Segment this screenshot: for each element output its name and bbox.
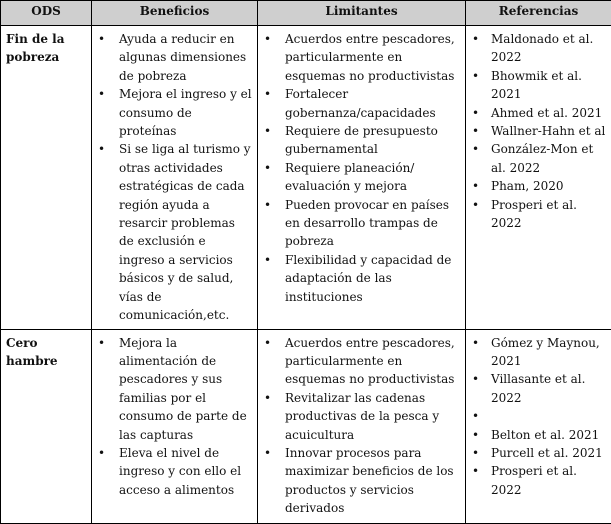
list-item: • González-Mon et al. 2022 <box>471 140 607 177</box>
header-limitantes: Limitantes <box>258 1 466 26</box>
limitantes-cell <box>258 329 466 523</box>
list-item: • Mejora el ingreso y el consumo de proteínas <box>97 85 253 140</box>
list-item: • Prosperi et al. 2022 <box>471 196 607 233</box>
list-item: • Revitalizar las cadenas productivas de la pesca y acuicultura <box>263 389 461 444</box>
table-header-row <box>1 1 611 26</box>
list-item: • Ayuda a reducir en algunas dimensiones de pobreza <box>97 30 253 85</box>
list-item: • Villasante et al. 2022 <box>471 370 607 407</box>
list-item: • Belton et al. 2021 <box>471 426 607 444</box>
referencias-cell <box>466 329 611 523</box>
list-item: • Wallner-Hahn et al <box>471 122 607 140</box>
beneficios-cell <box>92 329 258 523</box>
list-item: • Flexibilidad y capacidad de adaptación de las instituciones <box>263 251 461 306</box>
list-item: • Pueden provocar en países en desarrollo trampas de pobreza <box>263 196 461 251</box>
limitantes-cell <box>258 26 466 330</box>
limitantes-list <box>263 30 461 306</box>
beneficios-list <box>97 334 253 500</box>
list-item: • Maldonado et al. 2022 <box>471 30 607 67</box>
limitantes-list <box>263 334 461 518</box>
list-item: • Mejora la alimentación de pescadores y sus familias por el consumo de parte de las capturas <box>97 334 253 444</box>
header-referencias: Referencias <box>466 1 611 26</box>
ods-cell: Cero hambre <box>1 329 92 523</box>
list-item: • Acuerdos entre pescadores, particularmente en esquemas no productivistas <box>263 334 461 389</box>
list-item: • Acuerdos entre pescadores, particularmente en esquemas no productivistas <box>263 30 461 85</box>
ods-cell: Fin de la pobreza <box>1 26 92 330</box>
list-item: • Requiere de presupuesto gubernamental <box>263 122 461 159</box>
list-item-empty <box>471 407 607 425</box>
referencias-list <box>471 30 607 232</box>
beneficios-cell <box>92 26 258 330</box>
list-item: • Purcell et al. 2021 <box>471 444 607 462</box>
header-ods: ODS <box>1 1 92 26</box>
table-row <box>1 329 611 523</box>
list-item: • Gómez y Maynou, 2021 <box>471 334 607 371</box>
beneficios-list <box>97 30 253 325</box>
header-beneficios: Beneficios <box>92 1 258 26</box>
list-item: • Pham, 2020 <box>471 177 607 195</box>
list-item: • Eleva el nivel de ingreso y con ello el acceso a alimentos <box>97 444 253 499</box>
referencias-list <box>471 334 607 500</box>
list-item: • Fortalecer gobernanza/capacidades <box>263 85 461 122</box>
list-item: • Requiere planeación/ evaluación y mejora <box>263 159 461 196</box>
list-item: • Prosperi et al. 2022 <box>471 462 607 499</box>
list-item: • Innovar procesos para maximizar beneficios de los productos y servicios derivados <box>263 444 461 518</box>
table-row <box>1 26 611 330</box>
list-item: • Si se liga al turismo y otras actividades estratégicas de cada región ayuda a resarcir problemas de exclusión e ingreso a servicios básicos y de salud, vías de comunicación,etc. <box>97 140 253 324</box>
referencias-cell <box>466 26 611 330</box>
list-item: • Ahmed et al. 2021 <box>471 104 607 122</box>
list-item: • Bhowmik et al. 2021 <box>471 67 607 104</box>
